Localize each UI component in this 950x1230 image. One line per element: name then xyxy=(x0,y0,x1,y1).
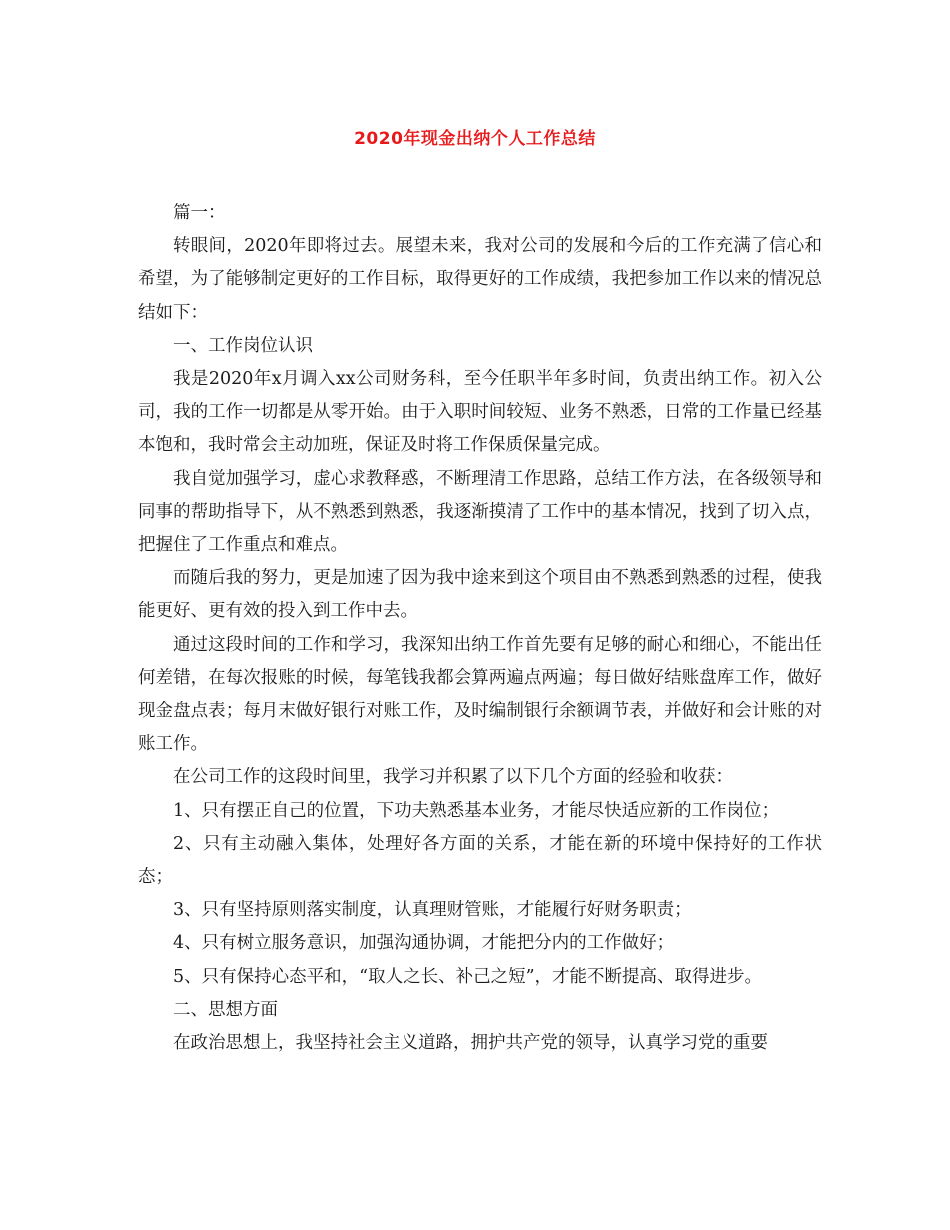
paragraph: 我是2020年x月调入xx公司财务科，至今任职半年多时间，负责出纳工作。初入公司，我的工作一切都是从零开始。由于入职时间较短、业务不熟悉，日常的工作量已经基本饱和，我时常会主动加班，保证及时将工作保质保量完成。 xyxy=(138,369,822,456)
section-heading: 二、思想方面 xyxy=(173,999,278,1020)
list-item: 2、只有主动融入集体，处理好各方面的关系，才能在新的环境中保持好的工作状态； xyxy=(138,833,822,888)
paragraph: 通过这段时间的工作和学习，我深知出纳工作首先要有足够的耐心和细心，不能出任何差错，在每次报账的时候，每笔钱我都会算两遍点两遍；每日做好结账盘库工作，做好现金盘点表；每月末做好银行对账工作，及时编制银行余额调节表，并做好和会计账的对账工作。 xyxy=(138,634,822,755)
paragraph: 篇一： xyxy=(173,203,226,223)
list-item: 1、只有摆正自己的位置，下功夫熟悉基本业务，才能尽快适应新的工作岗位； xyxy=(173,800,780,821)
paragraph: 我自觉加强学习，虚心求教释惑，不断理清工作思路，总结工作方法，在各级领导和同事的帮助指导下，从不熟悉到熟悉，我逐渐摸清了工作中的基本情况，找到了切入点，把握住了工作重点和难点。 xyxy=(138,468,822,556)
section-heading: 一、工作岗位认识 xyxy=(173,335,313,356)
list-item: 5、只有保持心态平和，“取人之长、补己之短”，才能不断提高、取得进步。 xyxy=(173,966,763,987)
paragraph: 转眼间，2020年即将过去。展望未来，我对公司的发展和今后的工作充满了信心和希望，为了能够制定更好的工作目标，取得更好的工作成绩，我把参加工作以来的情况总结如下： xyxy=(138,236,822,323)
list-item: 4、只有树立服务意识，加强沟通协调，才能把分内的工作做好； xyxy=(173,933,675,954)
paragraph: 在公司工作的这段时间里，我学习并积累了以下几个方面的经验和收获： xyxy=(173,767,733,788)
paragraph: 在政治思想上，我坚持社会主义道路，拥护共产党的领导，认真学习党的重要 xyxy=(173,1033,768,1054)
document-title: 2020年现金出纳个人工作总结 xyxy=(354,129,596,149)
paragraph: 而随后我的努力，更是加速了因为我中途来到这个项目由不熟悉到熟悉的过程，使我能更好、更有效的投入到工作中去。 xyxy=(138,568,822,622)
document-body xyxy=(138,197,822,1060)
list-item: 3、只有坚持原则落实制度，认真理财管账，才能履行好财务职责； xyxy=(173,900,692,921)
